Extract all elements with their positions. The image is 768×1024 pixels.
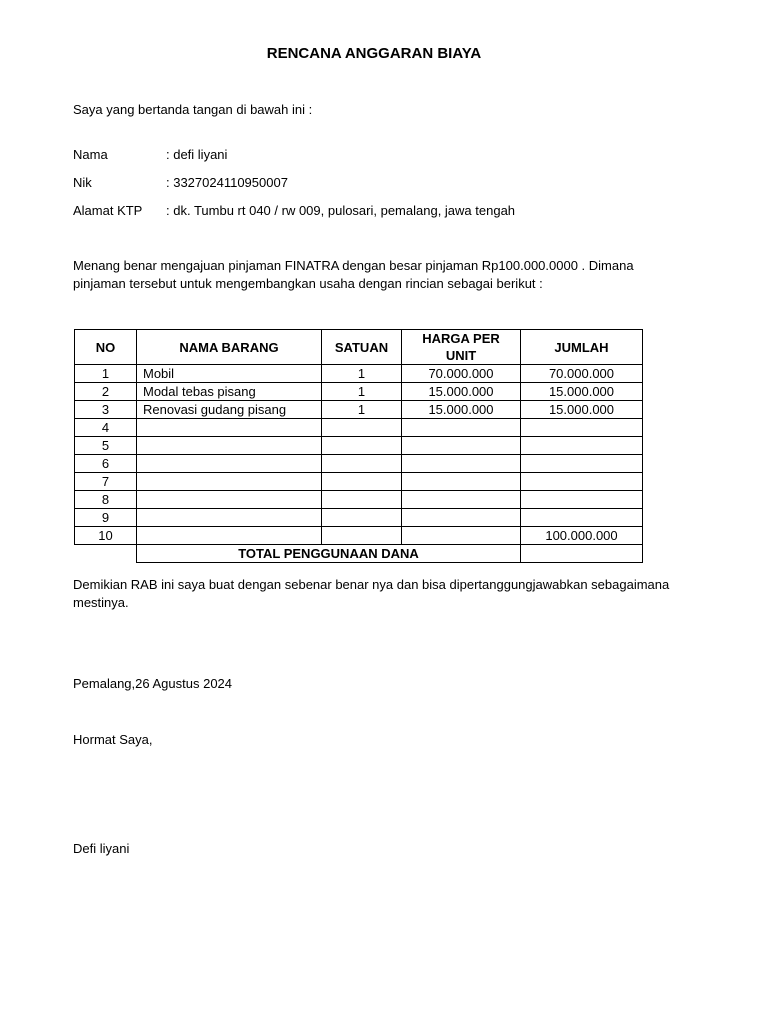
- field-value: : dk. Tumbu rt 040 / rw 009, pulosari, pemalang, jawa tengah: [166, 203, 516, 218]
- header-jumlah: JUMLAH: [521, 330, 643, 365]
- cell-jumlah: [521, 491, 643, 509]
- intro-text: Saya yang bertanda tangan di bawah ini :: [73, 102, 313, 117]
- cell-no: 1: [75, 365, 137, 383]
- cell-no: 5: [75, 437, 137, 455]
- cell-nama-barang: [137, 437, 322, 455]
- cell-nama-barang: [137, 455, 322, 473]
- cell-no: 2: [75, 383, 137, 401]
- field-label: Nik: [73, 175, 92, 190]
- cell-nama-barang: [137, 419, 322, 437]
- cell-no: 9: [75, 509, 137, 527]
- header-nama-barang: NAMA BARANG: [137, 330, 322, 365]
- field-value: : 3327024110950007: [166, 175, 288, 190]
- cell-no: 8: [75, 491, 137, 509]
- cell-no: 3: [75, 401, 137, 419]
- cell-satuan: 1: [322, 365, 402, 383]
- total-row: [75, 545, 643, 563]
- cell-harga: [402, 419, 521, 437]
- field-nik: [73, 175, 733, 190]
- cell-jumlah: 100.000.000: [521, 527, 643, 545]
- closing-paragraph: [73, 576, 693, 612]
- table-row: [75, 437, 643, 455]
- cell-satuan: [322, 527, 402, 545]
- regards-text: Hormat Saya,: [73, 732, 153, 747]
- table-row: [75, 401, 643, 419]
- cell-nama-barang: [137, 527, 322, 545]
- table-row: [75, 509, 643, 527]
- field-label: Nama: [73, 147, 108, 162]
- statement-line: Menang benar mengajuan pinjaman FINATRA dengan besar pinjaman Rp100.000.0000 . Dimana: [73, 258, 634, 273]
- document-title: RENCANA ANGGARAN BIAYA: [266, 45, 482, 62]
- cell-satuan: 1: [322, 401, 402, 419]
- budget-table: [74, 329, 643, 563]
- field-value: : defi liyani: [166, 147, 228, 162]
- field-label: Alamat KTP: [73, 203, 143, 218]
- cell-satuan: [322, 509, 402, 527]
- cell-nama-barang: [137, 473, 322, 491]
- header-no: NO: [75, 330, 137, 365]
- field-alamat: [73, 203, 733, 218]
- total-value: [521, 545, 643, 563]
- table-row: [75, 419, 643, 437]
- cell-nama-barang: Modal tebas pisang: [137, 383, 322, 401]
- cell-nama-barang: [137, 509, 322, 527]
- closing-line: Demikian RAB ini saya buat dengan sebenar benar nya dan bisa dipertanggungjawabkan sebagaimana: [73, 577, 670, 592]
- cell-jumlah: [521, 509, 643, 527]
- cell-jumlah: [521, 419, 643, 437]
- table-row: [75, 383, 643, 401]
- cell-satuan: [322, 455, 402, 473]
- field-nama: [73, 147, 733, 162]
- table-header-row: [75, 330, 643, 365]
- cell-no: 10: [75, 527, 137, 545]
- cell-harga: [402, 509, 521, 527]
- statement-paragraph: [73, 257, 673, 293]
- cell-harga: [402, 437, 521, 455]
- cell-harga: 70.000.000: [402, 365, 521, 383]
- signer-name: Defi liyani: [73, 841, 130, 856]
- statement-line: pinjaman tersebut untuk mengembangkan usaha dengan rincian sebagai berikut :: [73, 276, 543, 291]
- cell-nama-barang: Renovasi gudang pisang: [137, 401, 322, 419]
- cell-harga: [402, 527, 521, 545]
- cell-jumlah: 15.000.000: [521, 401, 643, 419]
- cell-no: 4: [75, 419, 137, 437]
- cell-jumlah: 15.000.000: [521, 383, 643, 401]
- total-spacer: [75, 545, 137, 563]
- cell-harga: 15.000.000: [402, 401, 521, 419]
- table-row: [75, 473, 643, 491]
- cell-jumlah: [521, 473, 643, 491]
- header-satuan: SATUAN: [322, 330, 402, 365]
- cell-harga: [402, 491, 521, 509]
- cell-harga: [402, 473, 521, 491]
- cell-no: 6: [75, 455, 137, 473]
- cell-satuan: [322, 419, 402, 437]
- place-date: Pemalang,26 Agustus 2024: [73, 676, 233, 691]
- table-row: [75, 527, 643, 545]
- table-row: [75, 455, 643, 473]
- header-harga: HARGA PER UNIT: [402, 330, 521, 365]
- cell-satuan: [322, 437, 402, 455]
- cell-satuan: [322, 473, 402, 491]
- cell-harga: 15.000.000: [402, 383, 521, 401]
- cell-jumlah: 70.000.000: [521, 365, 643, 383]
- cell-satuan: 1: [322, 383, 402, 401]
- cell-nama-barang: Mobil: [137, 365, 322, 383]
- cell-no: 7: [75, 473, 137, 491]
- table-row: [75, 491, 643, 509]
- cell-jumlah: [521, 437, 643, 455]
- closing-line: mestinya.: [73, 595, 129, 610]
- cell-nama-barang: [137, 491, 322, 509]
- table-body: [75, 365, 643, 545]
- table-row: [75, 365, 643, 383]
- cell-satuan: [322, 491, 402, 509]
- total-label: TOTAL PENGGUNAAN DANA: [137, 545, 521, 563]
- cell-jumlah: [521, 455, 643, 473]
- cell-harga: [402, 455, 521, 473]
